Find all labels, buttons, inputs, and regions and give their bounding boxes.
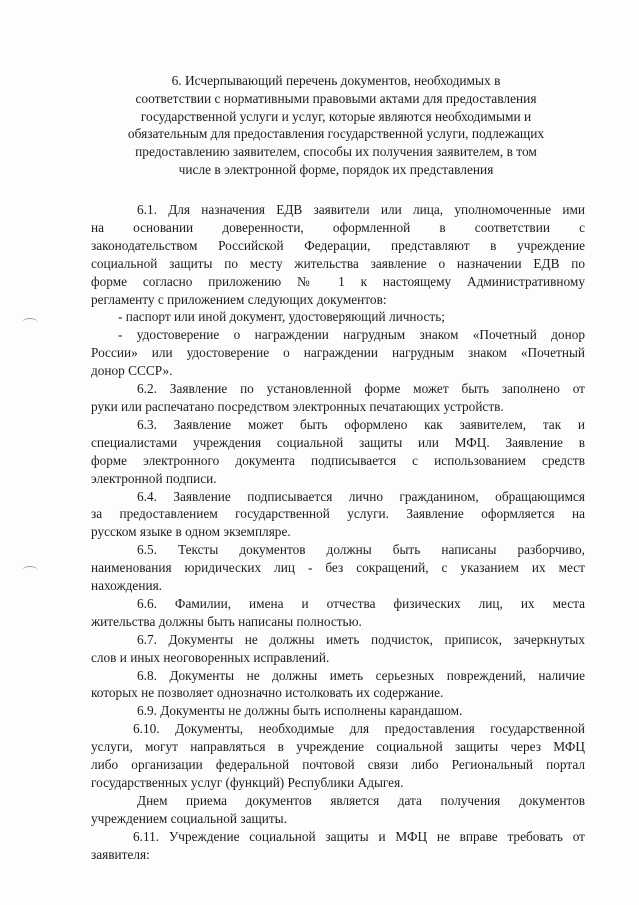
- text-line: социальной защиты по месту жительства заявление о назначении ЕДВ по: [91, 255, 585, 271]
- paragraph-6-4: [91, 488, 585, 542]
- document-body: [91, 201, 585, 864]
- text-line: 6.4. Заявление подписывается лично гражданином, обращающимся: [137, 488, 585, 504]
- text-line: русском языке в одном экземпляре.: [91, 524, 291, 540]
- heading-line: обязательным для предоставления государственной услуги, подлежащих: [127, 126, 545, 142]
- text-line: 6.5. Тексты документов должны быть написаны разборчиво,: [137, 542, 585, 558]
- punch-hole-mark: [22, 318, 38, 327]
- text-line: 6.2. Заявление по установленной форме может быть заполнено от: [137, 381, 585, 397]
- text-line: заявителя:: [91, 846, 150, 862]
- text-line: на основании доверенности, оформленной в соответствии с: [91, 219, 585, 235]
- paragraph-6-1: [91, 201, 585, 308]
- text-line: которых не позволяет однозначно истолковать их содержание.: [91, 685, 444, 701]
- paragraph-6-6: [91, 595, 585, 631]
- heading-line: государственной услуги и услуг, которые являются необходимыми и: [140, 108, 532, 124]
- text-line: руки или распечатано посредством электронных печатающих устройств.: [91, 398, 504, 414]
- text-line: электронной подписи.: [91, 470, 217, 486]
- list-item-donor-certificate: [91, 326, 585, 380]
- heading-line: 6. Исчерпывающий перечень документов, необходимых в: [171, 73, 501, 88]
- text-line: - удостоверение о награждении нагрудным знаком «Почетный донор: [118, 327, 585, 343]
- text-line: форме электронного документа подписывается с использованием средств: [91, 452, 585, 468]
- text-line: законодательством Российской Федерации, представляют в учреждение: [91, 237, 585, 253]
- paragraph-receipt-date: [91, 792, 585, 828]
- text-line: государственных услуг (функций) Республики Адыгея.: [91, 775, 404, 790]
- text-line: за предоставлением государственной услуги. Заявление оформляется на: [91, 506, 585, 522]
- heading-line: предоставлению заявителем, способы их получения заявителем, в том: [135, 144, 537, 160]
- text-line: 6.11. Учреждение социальной защиты и МФЦ не вправе требовать от: [133, 828, 585, 844]
- text-line: 6.10. Документы, необходимые для предоставления государственной: [133, 721, 585, 737]
- heading-line: соответствии с нормативными правовыми актами для предоставления: [135, 90, 537, 106]
- text-line: 6.6. Фамилии, имена и отчества физических лиц, их места: [137, 595, 585, 611]
- list-item-passport: [91, 308, 585, 326]
- text-line: форме согласно приложению № 1 к настоящему Административному: [91, 273, 585, 289]
- text-line: услуги, могут направляться в учреждение социальной защиты через МФЦ: [91, 739, 585, 755]
- paragraph-6-5: [91, 541, 585, 595]
- text-line: 6.8. Документы не должны иметь серьезных повреждений, наличие: [137, 667, 585, 683]
- text-line: 6.9. Документы не должны быть исполнены карандашом.: [137, 703, 463, 719]
- text-line: - паспорт или иной документ, удостоверяющий личность;: [118, 309, 445, 325]
- text-line: учреждением социальной защиты.: [91, 810, 287, 826]
- paragraph-6-2: [91, 380, 585, 416]
- paragraph-6-7: [91, 631, 585, 667]
- text-line: 6.3. Заявление может быть оформлено как заявителем, так и: [137, 416, 585, 432]
- heading-line: числе в электронной форме, порядок их представления: [178, 161, 494, 177]
- text-line: донор СССР».: [91, 363, 173, 379]
- text-line: специалистами учреждения социальной защиты или МФЦ. Заявление в: [91, 434, 585, 450]
- text-line: регламенту с приложением следующих документов:: [91, 291, 387, 307]
- paragraph-6-3: [91, 416, 585, 488]
- paragraph-6-9: [91, 702, 585, 720]
- text-line: жительства должны быть написаны полностью.: [91, 613, 362, 629]
- text-line: 6.1. Для назначения ЕДВ заявители или лица, уполномоченные ими: [137, 202, 585, 217]
- paragraph-6-10: [91, 720, 585, 792]
- paragraph-6-8: [91, 667, 585, 703]
- text-line: России» или удостоверение о награждении нагрудным знаком «Почетный: [91, 345, 585, 361]
- text-line: 6.7. Документы не должны иметь подчисток, приписок, зачеркнутых: [137, 631, 585, 647]
- section-heading: [96, 72, 576, 179]
- text-line: Днем приема документов является дата получения документов: [137, 792, 585, 808]
- text-line: нахождения.: [91, 578, 163, 594]
- paragraph-6-11: [91, 828, 585, 864]
- punch-hole-mark: [22, 566, 38, 575]
- text-line: слов и иных неоговоренных исправлений.: [91, 649, 330, 665]
- text-line: наименования юридических лиц - без сокращений, с указанием их мест: [91, 560, 585, 576]
- text-line: либо организации федеральной почтовой связи либо Региональный портал: [91, 757, 585, 773]
